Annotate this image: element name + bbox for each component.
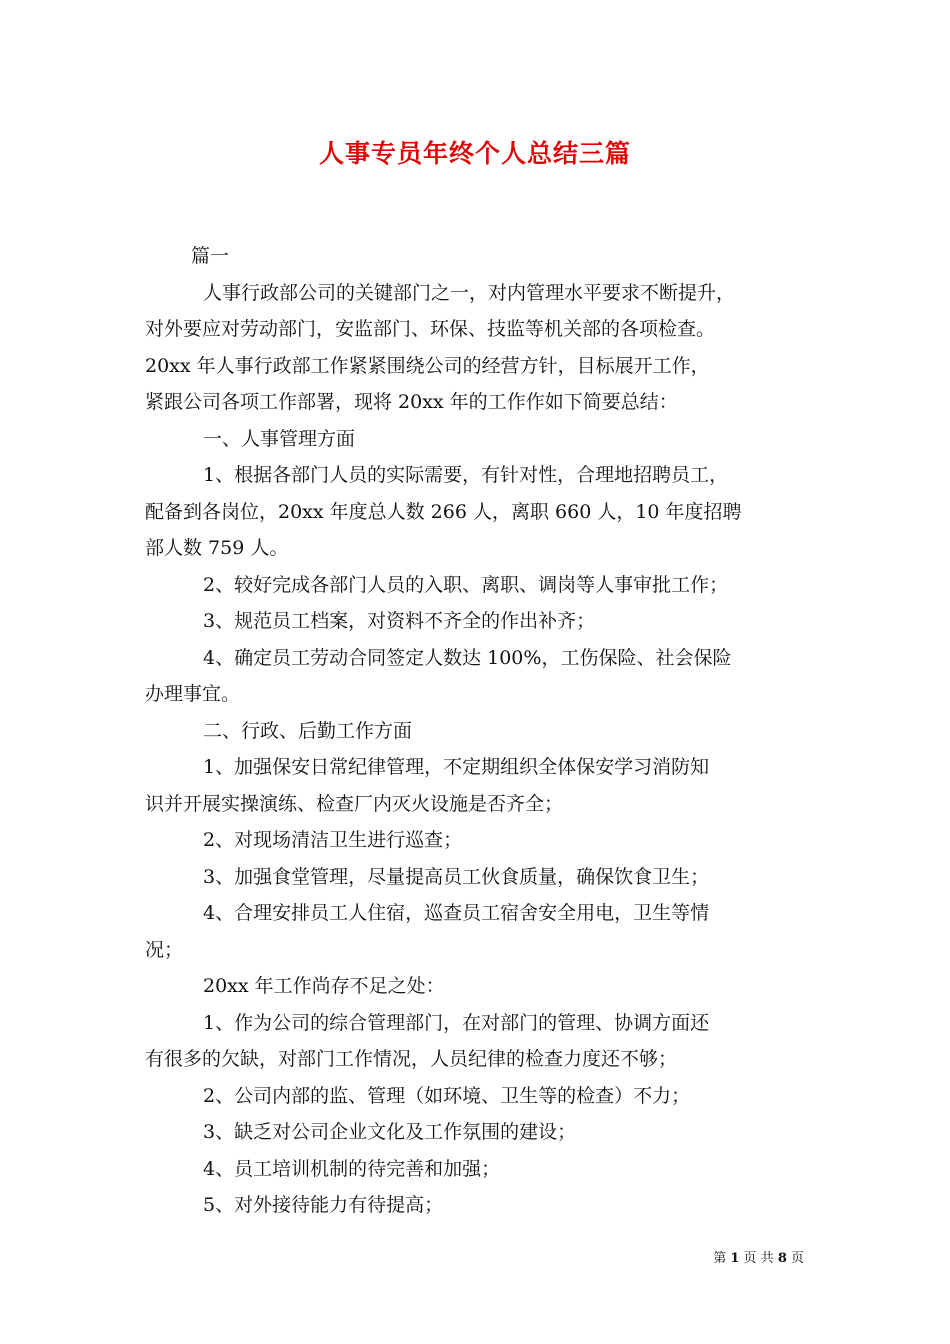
paragraph-line bbox=[145, 1005, 815, 1042]
paragraph-line bbox=[145, 530, 815, 567]
footer-prefix: 第 bbox=[713, 1251, 731, 1266]
total-page-count: 8 bbox=[777, 1251, 787, 1266]
line-text: 2、对现场清洁卫生进行巡查； bbox=[203, 829, 463, 851]
paragraph-line bbox=[145, 603, 815, 640]
line-text: 对外要应对劳动部门，安监部门、环保、技监等机关部的各项检查。 bbox=[145, 318, 716, 340]
paragraph-line bbox=[145, 968, 815, 1005]
paragraph-line bbox=[145, 713, 815, 750]
paragraph-line bbox=[145, 567, 815, 604]
paragraph-line bbox=[145, 348, 815, 385]
paragraph-line bbox=[145, 384, 815, 421]
line-text: 1、加强保安日常纪律管理，不定期组织全体保安学习消防知 bbox=[203, 756, 710, 778]
paragraph-line bbox=[145, 457, 815, 494]
paragraph-line bbox=[145, 859, 815, 896]
paragraph-line bbox=[145, 640, 815, 677]
paragraph-line bbox=[145, 421, 815, 458]
line-text: 二、行政、后勤工作方面 bbox=[203, 719, 413, 742]
line-text: 况； bbox=[145, 938, 184, 961]
line-text: 办理事宜。 bbox=[145, 683, 241, 705]
paragraph-line bbox=[145, 494, 815, 531]
paragraph-line bbox=[145, 1041, 815, 1078]
paragraph-line bbox=[145, 822, 815, 859]
line-text: 4、合理安排员工人住宿，巡查员工宿舍安全用电，卫生等情 bbox=[203, 902, 710, 924]
line-text: 20xx 年人事行政部工作紧紧围绕公司的经营方针，目标展开工作， bbox=[145, 354, 710, 377]
paragraph-line bbox=[145, 275, 815, 312]
line-text: 1、根据各部门人员的实际需要，有针对性，合理地招聘员工， bbox=[203, 464, 729, 486]
paragraph-line bbox=[145, 786, 815, 823]
paragraph-line bbox=[145, 932, 815, 969]
paragraph-line bbox=[145, 311, 815, 348]
paragraph-line bbox=[145, 1187, 815, 1224]
line-text: 识并开展实操演练、检查厂内灭火设施是否齐全； bbox=[145, 792, 564, 815]
line-text: 4、员工培训机制的待完善和加强； bbox=[203, 1157, 501, 1180]
line-text: 紧跟公司各项工作部署，现将 20xx 年的工作作如下简要总结： bbox=[145, 391, 678, 413]
paragraph-line bbox=[145, 676, 815, 713]
line-text: 部人数 759 人。 bbox=[145, 537, 289, 559]
paragraph-line bbox=[145, 1114, 815, 1151]
line-text: 2、较好完成各部门人员的入职、离职、调岗等人事审批工作； bbox=[203, 573, 729, 596]
line-text: 人事行政部公司的关键部门之一，对内管理水平要求不断提升， bbox=[203, 281, 736, 304]
footer-middle: 页 共 bbox=[739, 1251, 778, 1266]
line-text: 3、加强食堂管理，尽量提高员工伙食质量，确保饮食卫生； bbox=[203, 865, 710, 888]
page-footer bbox=[713, 1247, 804, 1266]
line-text: 3、缺乏对公司企业文化及工作氛围的建设； bbox=[203, 1121, 577, 1143]
line-text: 2、公司内部的监、管理（如环境、卫生等的检查）不力； bbox=[203, 1084, 691, 1107]
paragraph-line bbox=[145, 1151, 815, 1188]
line-text: 4、确定员工劳动合同签定人数达 100%，工伤保险、社会保险 bbox=[203, 646, 732, 669]
line-text: 5、对外接待能力有待提高； bbox=[203, 1194, 444, 1216]
line-text: 配备到各岗位，20xx 年度总人数 266 人，离职 660 人，10 年度招聘 bbox=[145, 500, 742, 523]
paragraph-line bbox=[145, 238, 815, 275]
paragraph-line bbox=[145, 1078, 815, 1115]
document-title: 人事专员年终个人总结三篇 bbox=[318, 139, 631, 168]
line-text: 一、人事管理方面 bbox=[203, 427, 356, 450]
line-text: 篇一 bbox=[191, 245, 230, 267]
footer-suffix: 页 bbox=[786, 1251, 804, 1266]
paragraph-line bbox=[145, 749, 815, 786]
line-text: 有很多的欠缺，对部门工作情况，人员纪律的检查力度还不够； bbox=[145, 1048, 678, 1070]
line-text: 20xx 年工作尚存不足之处： bbox=[203, 975, 445, 997]
paragraph-line bbox=[145, 895, 815, 932]
current-page-number: 1 bbox=[730, 1251, 740, 1266]
document-body bbox=[145, 238, 815, 1224]
line-text: 3、规范员工档案，对资料不齐全的作出补齐； bbox=[203, 610, 596, 632]
line-text: 1、作为公司的综合管理部门，在对部门的管理、协调方面还 bbox=[203, 1011, 710, 1034]
